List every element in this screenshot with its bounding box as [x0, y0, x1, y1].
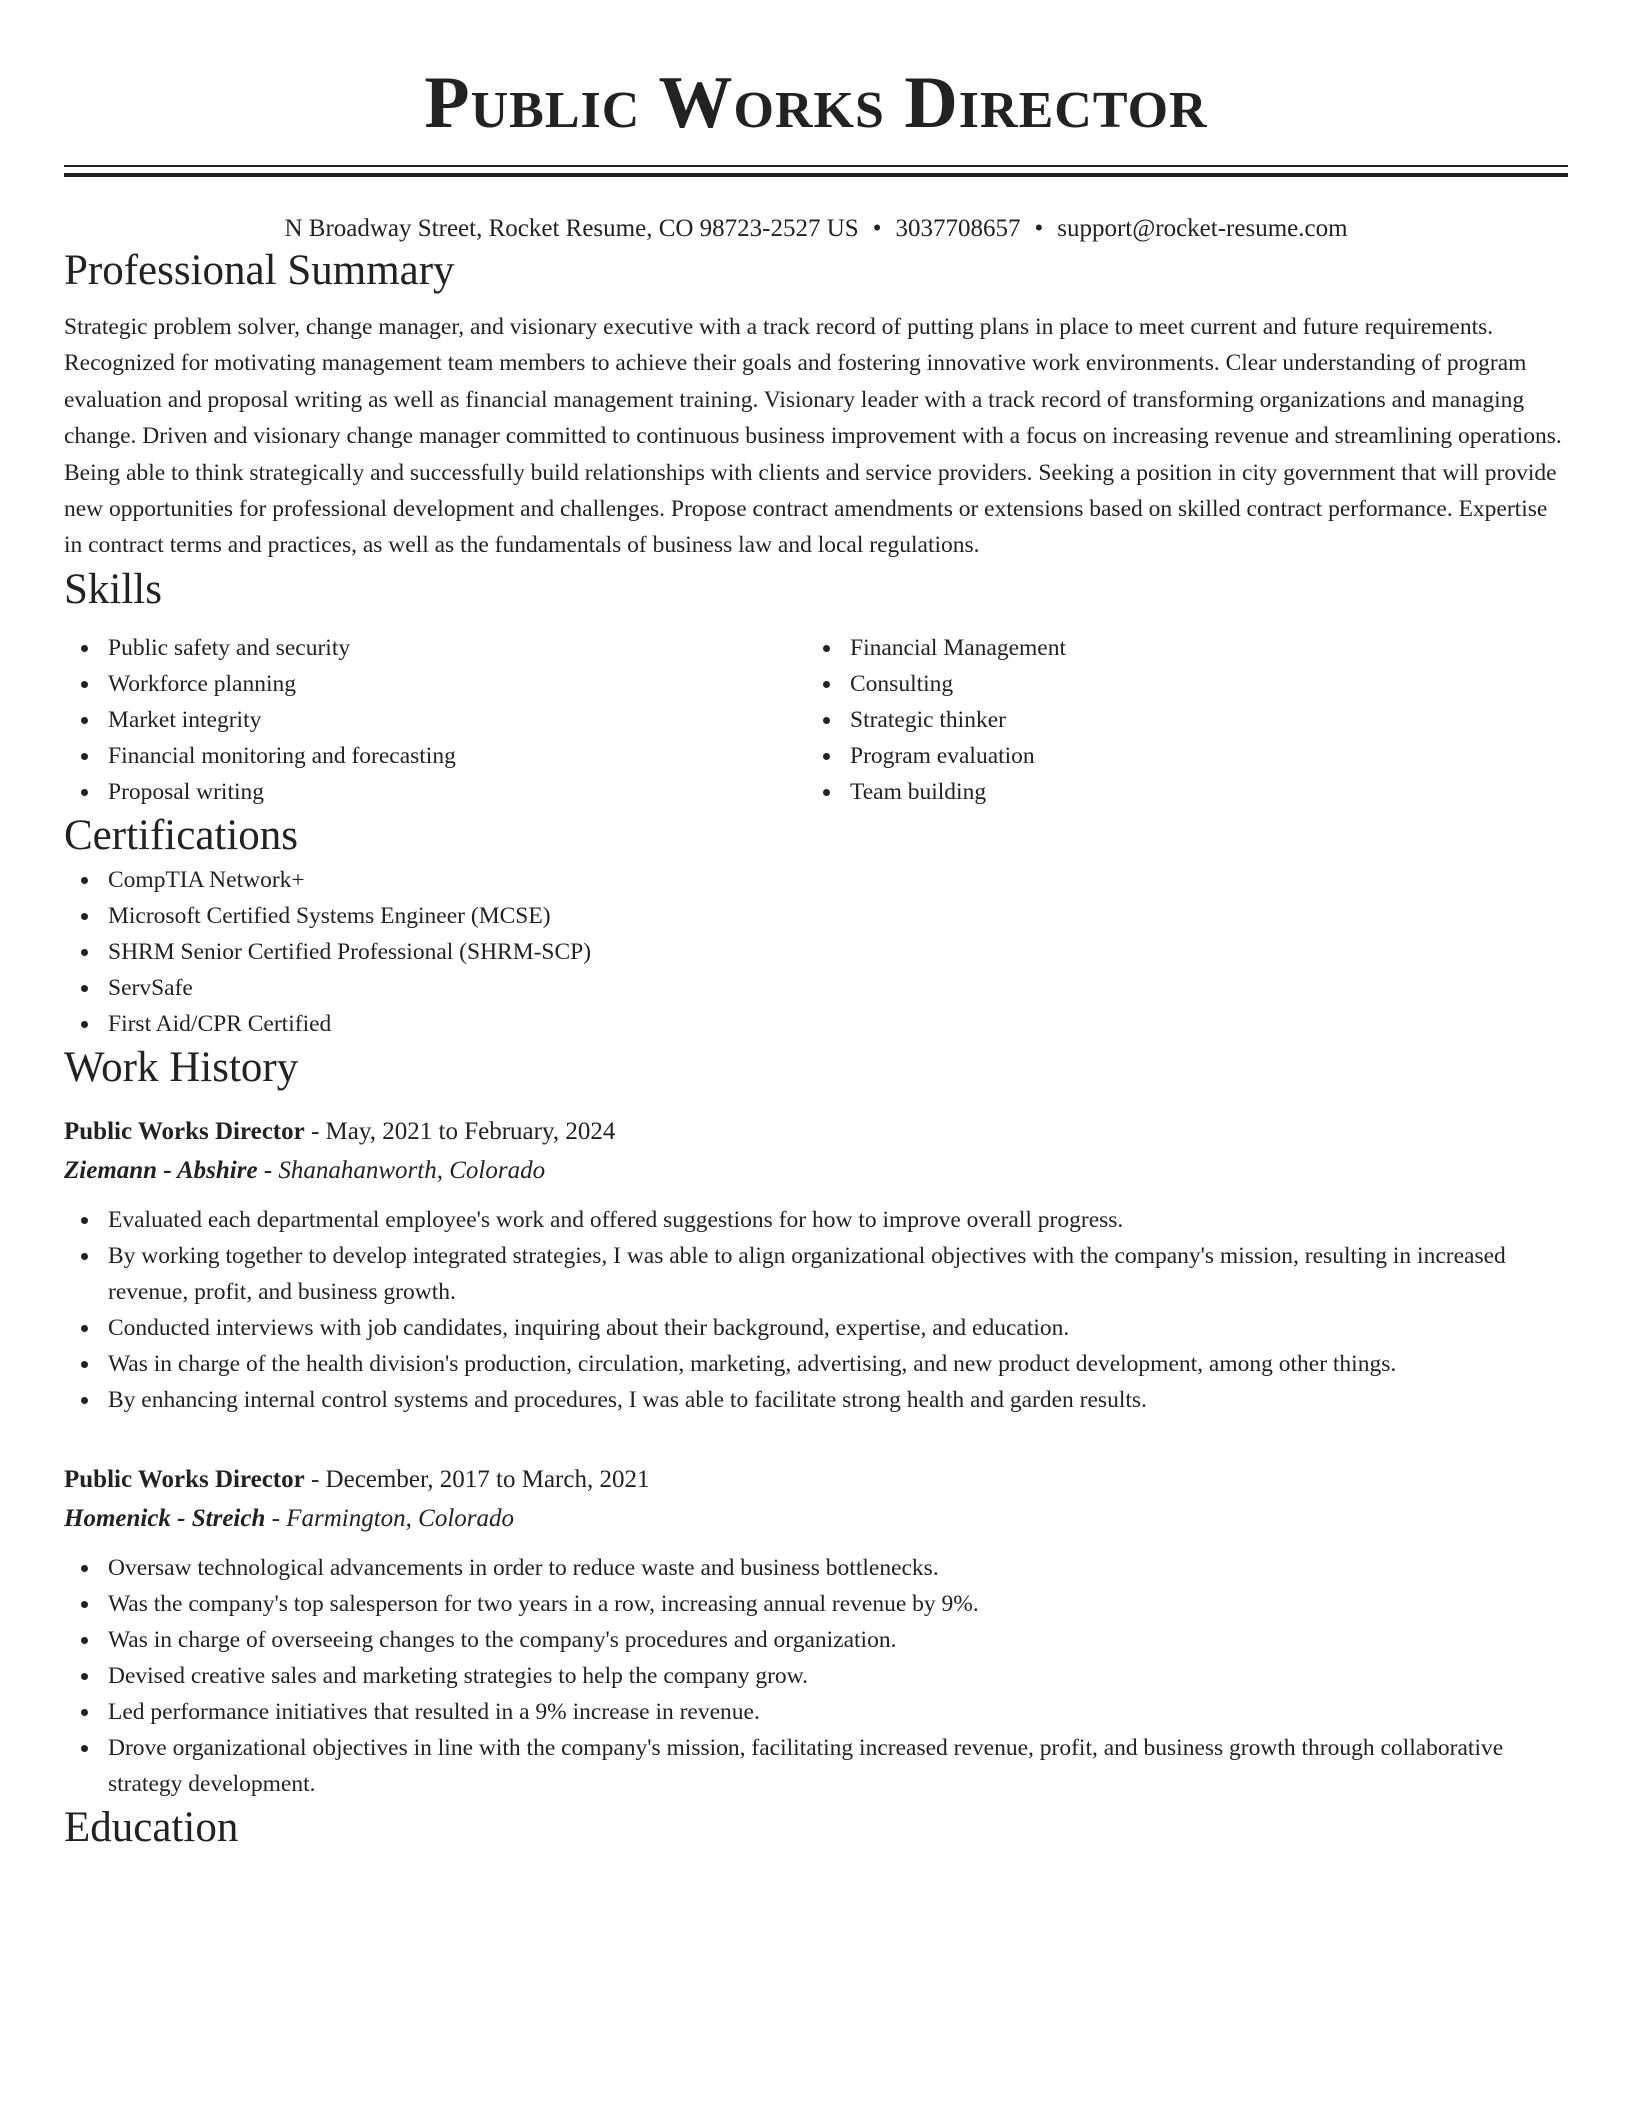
- job-bullet: Drove organizational objectives in line with the company's mission, facilitating increased revenue, profit, and business growth through collaborative strategy development.: [64, 1730, 1568, 1802]
- skill-item: Team building: [806, 774, 1548, 810]
- job-entry: [64, 1460, 1568, 1802]
- job-bullet: By enhancing internal control systems and procedures, I was able to facilitate strong health and garden results.: [64, 1382, 1568, 1418]
- skills-list: [64, 630, 1568, 810]
- certification-item: First Aid/CPR Certified: [64, 1006, 1568, 1042]
- job-title-line: [64, 1112, 1568, 1152]
- job-bullet: Devised creative sales and marketing strategies to help the company grow.: [64, 1658, 1568, 1694]
- job-bullet: Was in charge of overseeing changes to the company's procedures and organization.: [64, 1622, 1568, 1658]
- skill-item: Public safety and security: [64, 630, 806, 666]
- skill-item: Proposal writing: [64, 774, 806, 810]
- job-bullet: Evaluated each departmental employee's work and offered suggestions for how to improve overall progress.: [64, 1202, 1568, 1238]
- job-bullet: Was in charge of the health division's production, circulation, marketing, advertising, and new product development, among other things.: [64, 1346, 1568, 1382]
- company-location: - Farmington, Colorado: [265, 1504, 515, 1532]
- contact-email: support@rocket-resume.com: [1057, 215, 1348, 242]
- job-bullets: [64, 1202, 1568, 1418]
- job-bullet: Conducted interviews with job candidates, inquiring about their background, expertise, and education.: [64, 1310, 1568, 1346]
- skills-column-right: [806, 630, 1548, 810]
- job-bullet: Oversaw technological advancements in order to reduce waste and business bottlenecks.: [64, 1550, 1568, 1586]
- contact-separator: •: [1034, 215, 1044, 242]
- skill-item: Strategic thinker: [806, 702, 1548, 738]
- skill-item: Program evaluation: [806, 738, 1548, 774]
- job-bullet: Led performance initiatives that resulted in a 9% increase in revenue.: [64, 1694, 1568, 1730]
- work-history-heading: Work History: [64, 1043, 299, 1091]
- job-title-line: [64, 1460, 1568, 1500]
- contact-line: [64, 213, 1568, 245]
- job-dates: - May, 2021 to February, 2024: [304, 1117, 616, 1145]
- certifications-list: [64, 862, 1568, 1042]
- certification-item: Microsoft Certified Systems Engineer (MCSE): [64, 898, 1568, 934]
- certification-item: CompTIA Network+: [64, 862, 1568, 898]
- company-line: [64, 1500, 1568, 1538]
- contact-phone: 3037708657: [895, 215, 1021, 242]
- header-divider-thick: [64, 173, 1568, 177]
- summary-text: Strategic problem solver, change manager, and visionary executive with a track record of putting plans in place to meet current and future requirements. Recognized for motivating management team members to achieve their goals and fostering innovative work environments. Clear understanding of program evaluation and proposal writing as well as financial management training. Visionary leader with a track record of transforming organizations and managing change. Driven and visionary change manager committed to continuous business improvement with a focus on increasing revenue and streamlining operations. Being able to think strategically and successfully build relationships with clients and service providers. Seeking a position in city government that will provide new opportunities for professional development and challenges. Propose contract amendments or extensions based on skilled contract performance. Expertise in contract terms and practices, as well as the fundamentals of business law and local regulations.: [64, 314, 1562, 559]
- contact-address: N Broadway Street, Rocket Resume, CO 98723-2527 US: [284, 215, 859, 242]
- summary-heading: Professional Summary: [64, 247, 455, 294]
- job-bullet: Was the company's top salesperson for two years in a row, increasing annual revenue by 9%.: [64, 1586, 1568, 1622]
- company-name: Homenick - Streich: [64, 1504, 266, 1532]
- skill-item: Market integrity: [64, 702, 806, 738]
- skill-item: Financial Management: [806, 630, 1548, 666]
- certification-item: ServSafe: [64, 970, 1568, 1006]
- skill-item: Consulting: [806, 666, 1548, 702]
- job-title: Public Works Director: [64, 1117, 305, 1145]
- company-name: Ziemann - Abshire: [64, 1156, 258, 1184]
- company-location: - Shanahanworth, Colorado: [257, 1156, 546, 1184]
- job-dates: - December, 2017 to March, 2021: [304, 1465, 650, 1493]
- contact-separator: •: [872, 215, 882, 242]
- education-heading: Education: [64, 1803, 239, 1851]
- job-entry: [64, 1112, 1568, 1418]
- header-divider-thin: [64, 165, 1568, 167]
- skills-column-left: [64, 630, 806, 810]
- page-title: Public Works Director: [424, 62, 1208, 144]
- job-bullet: By working together to develop integrated strategies, I was able to align organizational objectives with the company's mission, resulting in increased revenue, profit, and business growth.: [64, 1238, 1568, 1310]
- job-bullets: [64, 1550, 1568, 1802]
- certification-item: SHRM Senior Certified Professional (SHRM-SCP): [64, 934, 1568, 970]
- skill-item: Financial monitoring and forecasting: [64, 738, 806, 774]
- certifications-heading: Certifications: [64, 811, 299, 859]
- company-line: [64, 1152, 1568, 1190]
- job-title: Public Works Director: [64, 1465, 305, 1493]
- skills-heading: Skills: [64, 565, 162, 613]
- skill-item: Workforce planning: [64, 666, 806, 702]
